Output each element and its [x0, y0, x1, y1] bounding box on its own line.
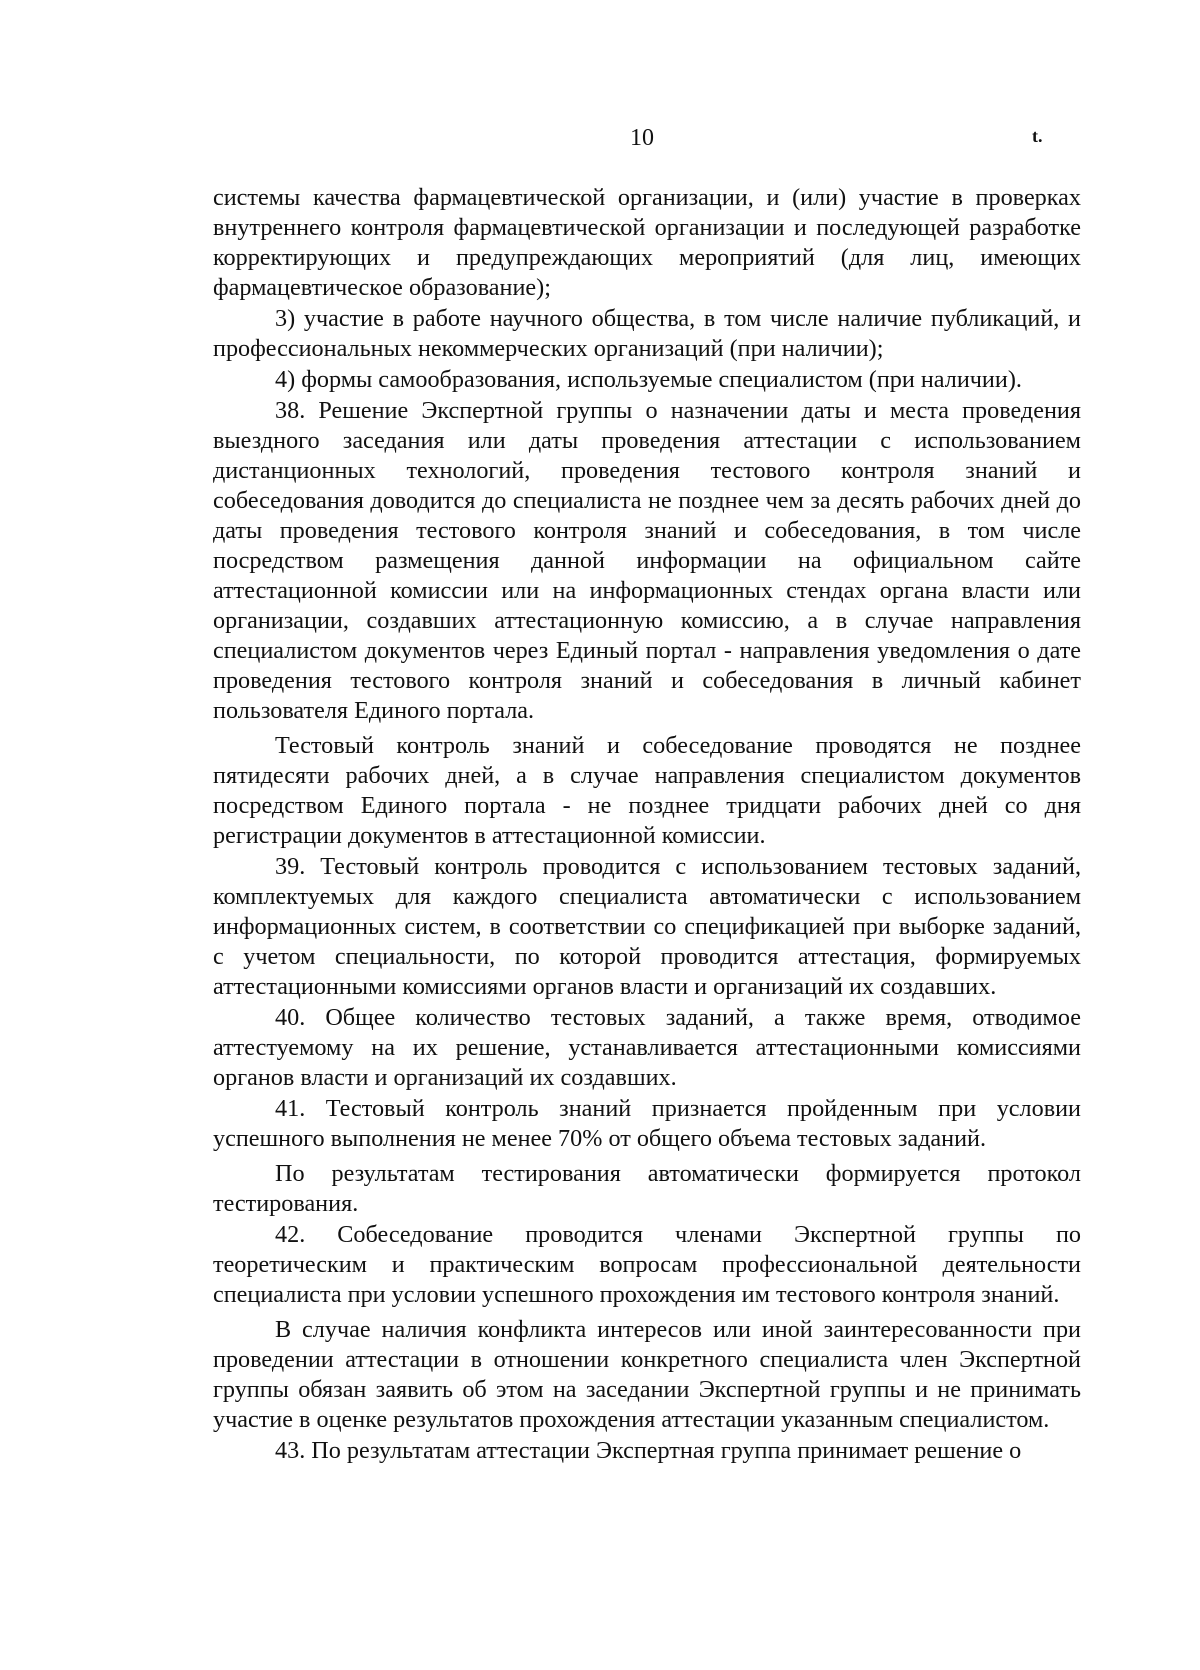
paragraph-clause-42: 42. Собеседование проводится членами Экспертной группы по теоретическим и практическим вопросам профессиональной деятельности специалиста при условии успешного прохождения им тестового контроля знаний.: [213, 1221, 1081, 1308]
corner-mark: t.: [1032, 126, 1043, 146]
paragraph-clause-42-conflict: В случае наличия конфликта интересов или иной заинтересованности при проведении аттестации в отношении конкретного специалиста член Экспертной группы обязан заявить об этом на заседании Экспертной группы и не принимать участие в оценке результатов прохождения аттестации указанным специалистом.: [213, 1316, 1081, 1433]
paragraph-clause-41: 41. Тестовый контроль знаний признается пройденным при условии успешного выполнения не менее 70% от общего объема тестовых заданий.: [213, 1095, 1081, 1152]
paragraph-clause-40: 40. Общее количество тестовых заданий, а также время, отводимое аттестуемому на их решение, устанавливается аттестационными комиссиями органов власти и организаций их создавших.: [213, 1004, 1081, 1091]
paragraph-item-3: 3) участие в работе научного общества, в том числе наличие публикаций, и профессиональных некоммерческих организаций (при наличии);: [213, 305, 1081, 362]
document-body: [213, 183, 1081, 1467]
paragraph-clause-41-protocol: По результатам тестирования автоматически формируется протокол тестирования.: [213, 1160, 1081, 1217]
paragraph-clause-39: 39. Тестовый контроль проводится с использованием тестовых заданий, комплектуемых для каждого специалиста автоматически с использованием информационных систем, в соответствии со спецификацией при выборке заданий, с учетом специальности, по которой проводится аттестация, формируемых аттестационными комиссиями органов власти и организаций их создавших.: [213, 853, 1081, 1000]
paragraph-item-4: 4) формы самообразования, используемые специалистом (при наличии).: [275, 366, 1022, 393]
paragraph-clause-38: 38. Решение Экспертной группы о назначении даты и места проведения выездного заседания или даты проведения аттестации с использованием дистанционных технологий, проведения тестового контроля знаний и собеседования доводится до специалиста не позднее чем за десять рабочих дней до даты проведения тестового контроля знаний и собеседования, в том числе посредством размещения данной информации на официальном сайте аттестационной комиссии или на информационных стендах органа власти или организации, создавших аттестационную комиссию, а в случае направления специалистом документов через Единый портал - направления уведомления о дате проведения тестового контроля знаний и собеседования в личный кабинет пользователя Единого портала.: [213, 397, 1081, 724]
paragraph-clause-43: 43. По результатам аттестации Экспертная группа принимает решение о: [275, 1437, 1022, 1464]
page-number: 10: [630, 125, 654, 151]
paragraph-clause-38-deadline: Тестовый контроль знаний и собеседование проводятся не позднее пятидесяти рабочих дней, а в случае направления специалистом документов посредством Единого портала - не позднее тридцати рабочих дней со дня регистрации документов в аттестационной комиссии.: [213, 732, 1081, 849]
paragraph-continuation: системы качества фармацевтической организации, и (или) участие в проверках внутреннего контроля фармацевтической организации и последующей разработке корректирующих и предупреждающих мероприятий (для лиц, имеющих фармацевтическое образование);: [213, 184, 1081, 301]
